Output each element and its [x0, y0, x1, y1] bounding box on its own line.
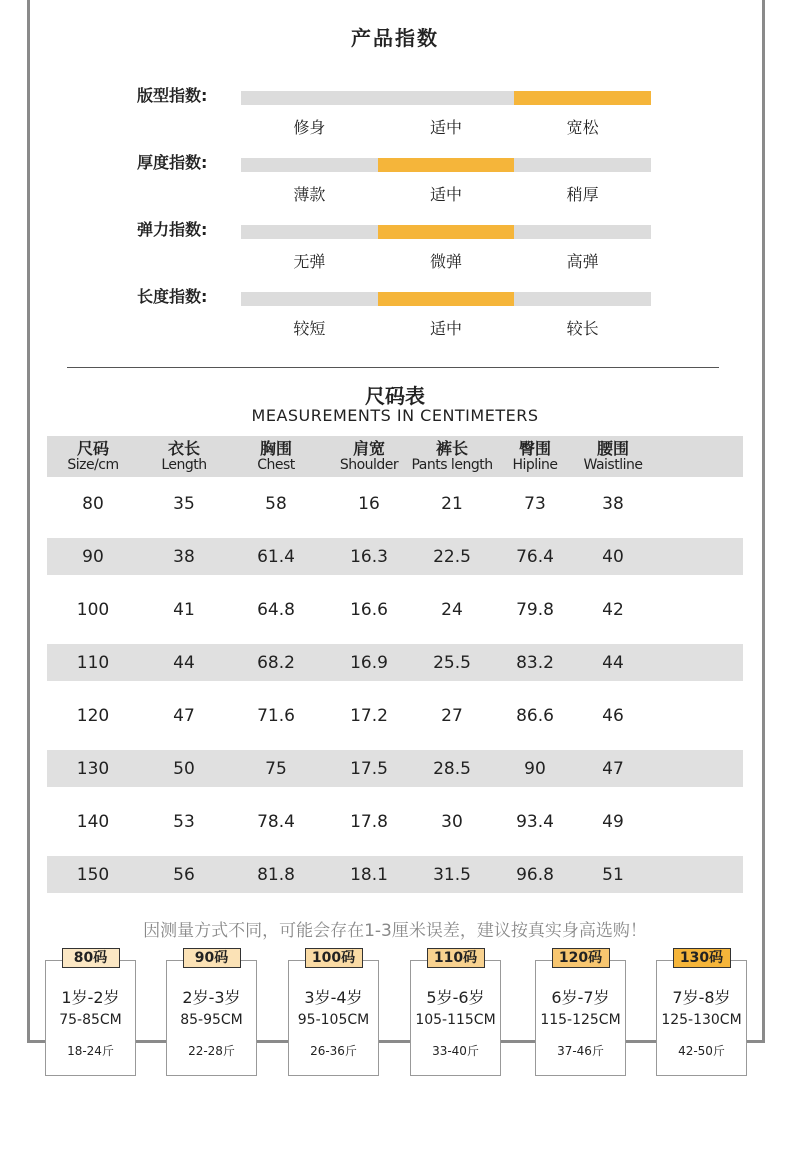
- column-header-en: Pants length: [411, 456, 493, 473]
- table-cell: 73: [524, 493, 546, 514]
- table-cell: 90: [82, 546, 104, 567]
- size-card: [535, 950, 626, 1076]
- weight-range: 42-50斤: [678, 1044, 725, 1058]
- index-label: 厚度指数:: [137, 153, 208, 172]
- table-cell: 110: [76, 652, 110, 673]
- table-cell: 46: [602, 705, 624, 726]
- table-cell: 44: [173, 652, 195, 673]
- table-row: [47, 856, 743, 893]
- measurement-note: 因测量方式不同，可能会存在1-3厘米误差，建议按真实身高选购！: [143, 921, 647, 941]
- weight-range: 22-28斤: [188, 1044, 235, 1058]
- column-header-en: Size/cm: [67, 456, 119, 473]
- table-cell: 83.2: [516, 652, 554, 673]
- table-cell: 17.8: [350, 811, 388, 832]
- age-range: 5岁-6岁: [426, 988, 485, 1007]
- table-row: [47, 644, 743, 681]
- index-option-label: 无弹: [293, 252, 326, 271]
- column-header-en: Hipline: [512, 456, 558, 473]
- size-tag: 130码: [673, 948, 731, 968]
- table-cell: 17.5: [350, 758, 388, 779]
- table-cell: 27: [441, 705, 463, 726]
- index-bar-segment: [514, 225, 651, 239]
- table-row: [47, 689, 743, 742]
- table-header: [47, 436, 743, 477]
- size-card: [656, 950, 747, 1076]
- size-card: [288, 950, 379, 1076]
- size-card: [45, 950, 136, 1076]
- table-cell: 41: [173, 599, 195, 620]
- index-row: [0, 86, 790, 147]
- column-header: [67, 440, 118, 473]
- index-option-label: 微弹: [430, 252, 463, 271]
- size-tag: 80码: [62, 948, 120, 968]
- column-header-en: Shoulder: [339, 456, 399, 473]
- weight-range: 26-36斤: [310, 1044, 357, 1058]
- table-cell: 47: [173, 705, 195, 726]
- index-label: 弹力指数:: [137, 220, 208, 239]
- table-cell: 16.6: [350, 599, 388, 620]
- size-tag: 100码: [305, 948, 363, 968]
- index-options: [241, 249, 651, 272]
- table-cell: 93.4: [516, 811, 554, 832]
- table-cell: 21: [441, 493, 463, 514]
- table-cell: 56: [173, 864, 195, 885]
- index-option-label: 适中: [430, 118, 463, 137]
- index-option-label: 适中: [430, 319, 463, 338]
- height-range: 115-125CM: [540, 1012, 621, 1028]
- index-bar: [241, 225, 651, 239]
- table-cell: 49: [602, 811, 624, 832]
- index-options: [241, 182, 651, 205]
- column-header-zh: 肩宽: [352, 439, 385, 458]
- table-cell: 100: [76, 599, 110, 620]
- age-range: 7岁-8岁: [672, 988, 731, 1007]
- index-bar-segment: [241, 225, 378, 239]
- table-cell: 140: [76, 811, 110, 832]
- index-option-label: 稍厚: [566, 185, 599, 204]
- table-cell: 30: [441, 811, 463, 832]
- table-cell: 40: [602, 546, 624, 567]
- column-header-en: Waistline: [583, 456, 643, 473]
- table-cell: 58: [265, 493, 287, 514]
- table-cell: 130: [76, 758, 110, 779]
- column-header: [257, 440, 295, 473]
- table-cell: 96.8: [516, 864, 554, 885]
- column-header-zh: 胸围: [259, 439, 293, 458]
- table-cell: 86.6: [516, 705, 554, 726]
- index-bar: [241, 158, 651, 172]
- table-cell: 80: [82, 493, 104, 514]
- column-header: [512, 440, 557, 473]
- index-bar-selected: [378, 158, 515, 172]
- size-card: [166, 950, 257, 1076]
- index-bar-segment: [241, 292, 378, 306]
- index-bar: [241, 91, 651, 105]
- column-header-zh: 臀围: [518, 439, 552, 458]
- height-range: 95-105CM: [297, 1012, 370, 1028]
- table-cell: 35: [173, 493, 195, 514]
- section-divider: [67, 367, 719, 368]
- table-cell: 64.8: [257, 599, 295, 620]
- table-cell: 18.1: [350, 864, 388, 885]
- index-bar: [241, 292, 651, 306]
- index-bar-selected: [378, 292, 515, 306]
- page-title: 产品指数: [351, 26, 439, 50]
- age-range: 3岁-4岁: [304, 988, 363, 1007]
- column-header-en: Length: [161, 456, 207, 473]
- table-row: [47, 795, 743, 848]
- table-cell: 90: [524, 758, 546, 779]
- size-tag: 110码: [427, 948, 485, 968]
- index-option-label: 较短: [293, 319, 326, 338]
- table-cell: 51: [602, 864, 624, 885]
- table-cell: 24: [441, 599, 463, 620]
- table-cell: 150: [76, 864, 110, 885]
- table-cell: 76.4: [516, 546, 554, 567]
- size-table-subtitle: MEASUREMENTS IN CENTIMETERS: [251, 406, 539, 425]
- index-options: [241, 115, 651, 138]
- index-option-label: 薄款: [293, 185, 326, 204]
- height-range: 105-115CM: [415, 1012, 496, 1028]
- table-cell: 16.9: [350, 652, 388, 673]
- index-row: [0, 287, 790, 348]
- table-cell: 53: [173, 811, 195, 832]
- table-row: [47, 750, 743, 787]
- table-cell: 38: [173, 546, 195, 567]
- height-range: 125-130CM: [661, 1012, 742, 1028]
- size-tag: 90码: [183, 948, 241, 968]
- table-cell: 78.4: [257, 811, 295, 832]
- table-cell: 38: [602, 493, 624, 514]
- column-header-zh: 尺码: [76, 439, 110, 458]
- index-option-label: 适中: [430, 185, 463, 204]
- column-header: [340, 440, 398, 473]
- table-cell: 47: [602, 758, 624, 779]
- size-table-title: 尺码表: [365, 384, 425, 408]
- table-cell: 71.6: [257, 705, 295, 726]
- table-cell: 16: [358, 493, 380, 514]
- column-header: [161, 440, 206, 473]
- table-cell: 42: [602, 599, 624, 620]
- column-header: [411, 440, 492, 473]
- index-bar-segment: [514, 292, 651, 306]
- table-cell: 120: [76, 705, 110, 726]
- index-bar-segment: [514, 158, 651, 172]
- table-cell: 44: [602, 652, 624, 673]
- column-header-en: Chest: [257, 456, 295, 473]
- column-header: [584, 440, 643, 473]
- size-card: [410, 950, 501, 1076]
- table-row: [47, 538, 743, 575]
- table-cell: 75: [265, 758, 287, 779]
- weight-range: 37-46斤: [557, 1044, 604, 1058]
- index-options: [241, 316, 651, 339]
- index-bar-selected: [514, 91, 651, 105]
- table-cell: 81.8: [257, 864, 295, 885]
- table-cell: 68.2: [257, 652, 295, 673]
- age-range: 1岁-2岁: [61, 988, 120, 1007]
- table-cell: 22.5: [433, 546, 471, 567]
- table-row: [47, 477, 743, 530]
- index-label: 长度指数:: [137, 287, 208, 306]
- index-bar-segment: [241, 91, 378, 105]
- age-range: 2岁-3岁: [182, 988, 241, 1007]
- table-cell: 50: [173, 758, 195, 779]
- column-header-zh: 衣长: [167, 439, 201, 458]
- weight-range: 18-24斤: [67, 1044, 114, 1058]
- index-bar-selected: [378, 225, 515, 239]
- height-range: 75-85CM: [59, 1012, 122, 1028]
- size-table: [47, 436, 743, 901]
- index-option-label: 宽松: [566, 118, 599, 137]
- index-bar-segment: [378, 91, 515, 105]
- table-cell: 31.5: [433, 864, 471, 885]
- weight-range: 33-40斤: [432, 1044, 479, 1058]
- table-cell: 28.5: [433, 758, 471, 779]
- table-row: [47, 583, 743, 636]
- index-option-label: 修身: [293, 118, 326, 137]
- table-cell: 79.8: [516, 599, 554, 620]
- height-range: 85-95CM: [180, 1012, 243, 1028]
- table-cell: 16.3: [350, 546, 388, 567]
- age-range: 6岁-7岁: [551, 988, 610, 1007]
- index-label: 版型指数:: [137, 86, 208, 105]
- table-cell: 25.5: [433, 652, 471, 673]
- index-bar-segment: [241, 158, 378, 172]
- table-cell: 17.2: [350, 705, 388, 726]
- column-header-zh: 腰围: [596, 439, 629, 458]
- index-option-label: 较长: [566, 319, 599, 338]
- column-header-zh: 裤长: [435, 439, 468, 458]
- size-tag: 120码: [552, 948, 610, 968]
- index-row: [0, 153, 790, 214]
- index-option-label: 高弹: [566, 252, 599, 271]
- table-cell: 61.4: [257, 546, 295, 567]
- index-row: [0, 220, 790, 281]
